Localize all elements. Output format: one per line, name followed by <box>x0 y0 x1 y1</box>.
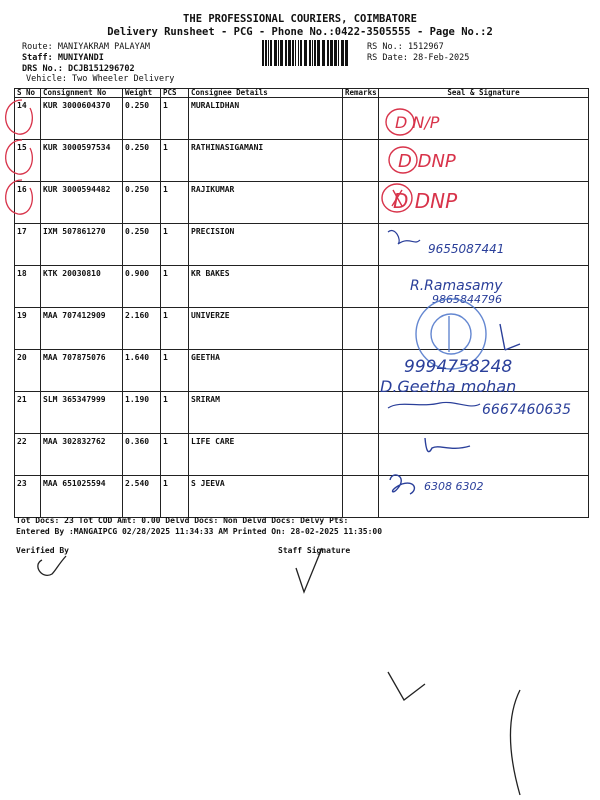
cell-seal-signature <box>379 140 589 182</box>
cell-consignment: MAA 707875076 <box>41 350 123 392</box>
cell-remarks <box>343 308 379 350</box>
cell-consignee: RAJIKUMAR <box>189 182 343 224</box>
barcode-bar <box>312 40 313 66</box>
cell-seal-signature <box>379 350 589 392</box>
verified-by-label: Verified By <box>16 546 69 555</box>
cell-remarks <box>343 224 379 266</box>
entered-by-line: Entered By :MANGAIPCG 02/28/2025 11:34:33 AM Printed On: 28-02-2025 11:35:00 <box>16 527 383 536</box>
hw-row15: D DNP <box>398 151 456 172</box>
cell-pcs: 1 <box>161 308 189 350</box>
cell-weight: 0.250 <box>123 140 161 182</box>
table-row <box>15 224 589 266</box>
hw-row23: 6308 6302 <box>424 480 484 493</box>
cell-remarks <box>343 266 379 308</box>
hw-row14: D N/P <box>395 113 440 132</box>
barcode-bar <box>265 40 267 66</box>
cell-pcs: 1 <box>161 98 189 140</box>
cell-consignee: S JEEVA <box>189 476 343 518</box>
cell-sno: 20 <box>15 350 41 392</box>
barcode-bar <box>298 40 299 66</box>
col-weight: Weight <box>123 89 161 98</box>
cell-consignee: MURALIDHAN <box>189 98 343 140</box>
barcode-bar <box>295 40 296 66</box>
staff-signature-label: Staff Signature <box>278 546 351 555</box>
table-row <box>15 182 589 224</box>
cell-weight: 0.250 <box>123 98 161 140</box>
rs-number: RS No.: 1512967 <box>367 42 444 52</box>
cell-seal-signature <box>379 308 589 350</box>
cell-seal-signature <box>379 392 589 434</box>
barcode-bar <box>262 40 264 66</box>
table-row <box>15 266 589 308</box>
totals-line: Tot Docs: 23 Tot COD Amt: 0.00 Delvd Docs: Non Delvd Docs: Delvy Pts: <box>16 516 349 525</box>
barcode-bar <box>280 40 283 66</box>
cell-seal-signature <box>379 182 589 224</box>
hw-row16: D DNP <box>393 189 458 213</box>
cell-remarks <box>343 182 379 224</box>
barcode <box>262 40 352 66</box>
barcode-bar <box>304 40 307 66</box>
staff-label: Staff: MUNIYANDI <box>22 53 104 63</box>
cell-pcs: 1 <box>161 182 189 224</box>
cell-seal-signature <box>379 476 589 518</box>
barcode-bar <box>334 40 337 66</box>
barcode-bar <box>338 40 339 66</box>
cell-consignment: MAA 707412909 <box>41 308 123 350</box>
cell-consignment: MAA 302832762 <box>41 434 123 476</box>
table-row <box>15 140 589 182</box>
cell-seal-signature <box>379 98 589 140</box>
cell-weight: 1.190 <box>123 392 161 434</box>
cell-sno: 16 <box>15 182 41 224</box>
table-row <box>15 392 589 434</box>
cell-sno: 15 <box>15 140 41 182</box>
cell-pcs: 1 <box>161 266 189 308</box>
cell-consignment: KUR 3000597534 <box>41 140 123 182</box>
barcode-bar <box>274 40 277 66</box>
cell-weight: 0.250 <box>123 224 161 266</box>
cell-consignee: PRECISION <box>189 224 343 266</box>
cell-consignment: MAA 651025594 <box>41 476 123 518</box>
cell-seal-signature <box>379 224 589 266</box>
table-header-row <box>15 89 589 98</box>
barcode-bar <box>341 40 344 66</box>
cell-weight: 2.160 <box>123 308 161 350</box>
barcode-bar <box>300 40 302 66</box>
cell-remarks <box>343 392 379 434</box>
cell-remarks <box>343 350 379 392</box>
cell-pcs: 1 <box>161 350 189 392</box>
route-label: Route: MANIYAKRAM PALAYAM <box>22 42 150 52</box>
barcode-bar <box>314 40 316 66</box>
barcode-bar <box>292 40 294 66</box>
vehicle-label: Vehicle: Two Wheeler Delivery <box>26 74 175 84</box>
cell-seal-signature <box>379 266 589 308</box>
cell-consignment: KUR 3000604370 <box>41 98 123 140</box>
runsheet-table <box>14 88 589 518</box>
cell-weight: 0.250 <box>123 182 161 224</box>
rs-date: RS Date: 28-Feb-2025 <box>367 53 470 63</box>
cell-weight: 0.360 <box>123 434 161 476</box>
cell-remarks <box>343 434 379 476</box>
cell-consignee: UNIVERZE <box>189 308 343 350</box>
barcode-bar <box>327 40 329 66</box>
table-row <box>15 350 589 392</box>
cell-consignee: SRIRAM <box>189 392 343 434</box>
col-consignment: Consignment No <box>41 89 123 98</box>
barcode-bar <box>330 40 333 66</box>
hw-row18-name: R.Ramasamy <box>410 278 503 294</box>
cell-remarks <box>343 98 379 140</box>
barcode-bar <box>317 40 320 66</box>
hw-row20-name: D.Geetha mohan <box>380 377 517 396</box>
cell-consignee: LIFE CARE <box>189 434 343 476</box>
cell-sno: 23 <box>15 476 41 518</box>
cell-consignment: SLM 365347999 <box>41 392 123 434</box>
cell-pcs: 1 <box>161 434 189 476</box>
barcode-bar <box>285 40 287 66</box>
cell-weight: 1.640 <box>123 350 161 392</box>
cell-pcs: 1 <box>161 140 189 182</box>
cell-pcs: 1 <box>161 476 189 518</box>
cell-sno: 22 <box>15 434 41 476</box>
cell-weight: 2.540 <box>123 476 161 518</box>
table-row <box>15 308 589 350</box>
company-title: THE PROFESSIONAL COURIERS, COIMBATORE <box>183 13 417 25</box>
barcode-bar <box>288 40 291 66</box>
barcode-bar <box>309 40 311 66</box>
hw-row17: 9655087441 <box>428 242 505 256</box>
cell-sno: 19 <box>15 308 41 350</box>
cell-consignment: KTK 20030810 <box>41 266 123 308</box>
cell-sno: 18 <box>15 266 41 308</box>
cell-consignee: KR BAKES <box>189 266 343 308</box>
table-row <box>15 98 589 140</box>
cell-pcs: 1 <box>161 392 189 434</box>
cell-sno: 17 <box>15 224 41 266</box>
table-row <box>15 434 589 476</box>
hw-row18-phone: 9865844796 <box>432 293 502 306</box>
barcode-bar <box>345 40 348 66</box>
barcode-bar <box>268 40 269 66</box>
cell-weight: 0.900 <box>123 266 161 308</box>
barcode-bar <box>270 40 272 66</box>
hw-row20-phone: 9994758248 <box>404 357 513 377</box>
cell-consignment: KUR 3000594482 <box>41 182 123 224</box>
cell-consignee: GEETHA <box>189 350 343 392</box>
cell-remarks <box>343 140 379 182</box>
cell-pcs: 1 <box>161 224 189 266</box>
hw-row21: 6667460635 <box>482 402 572 418</box>
cell-seal-signature <box>379 434 589 476</box>
col-sno: S No <box>15 89 41 98</box>
cell-consignment: IXM 507861270 <box>41 224 123 266</box>
col-pcs: PCS <box>161 89 189 98</box>
col-remarks: Remarks <box>343 89 379 98</box>
cell-remarks <box>343 476 379 518</box>
cell-sno: 14 <box>15 98 41 140</box>
col-consignee: Consignee Details <box>189 89 343 98</box>
table-row <box>15 476 589 518</box>
runsheet-subtitle: Delivery Runsheet - PCG - Phone No.:0422-3505555 - Page No.:2 <box>107 26 493 38</box>
drs-label: DRS No.: DCJB151296702 <box>22 64 135 74</box>
barcode-bar <box>322 40 325 66</box>
cell-sno: 21 <box>15 392 41 434</box>
col-seal-signature: Seal & Signature <box>379 89 589 98</box>
barcode-bar <box>278 40 279 66</box>
cell-consignee: RATHINASIGAMANI <box>189 140 343 182</box>
